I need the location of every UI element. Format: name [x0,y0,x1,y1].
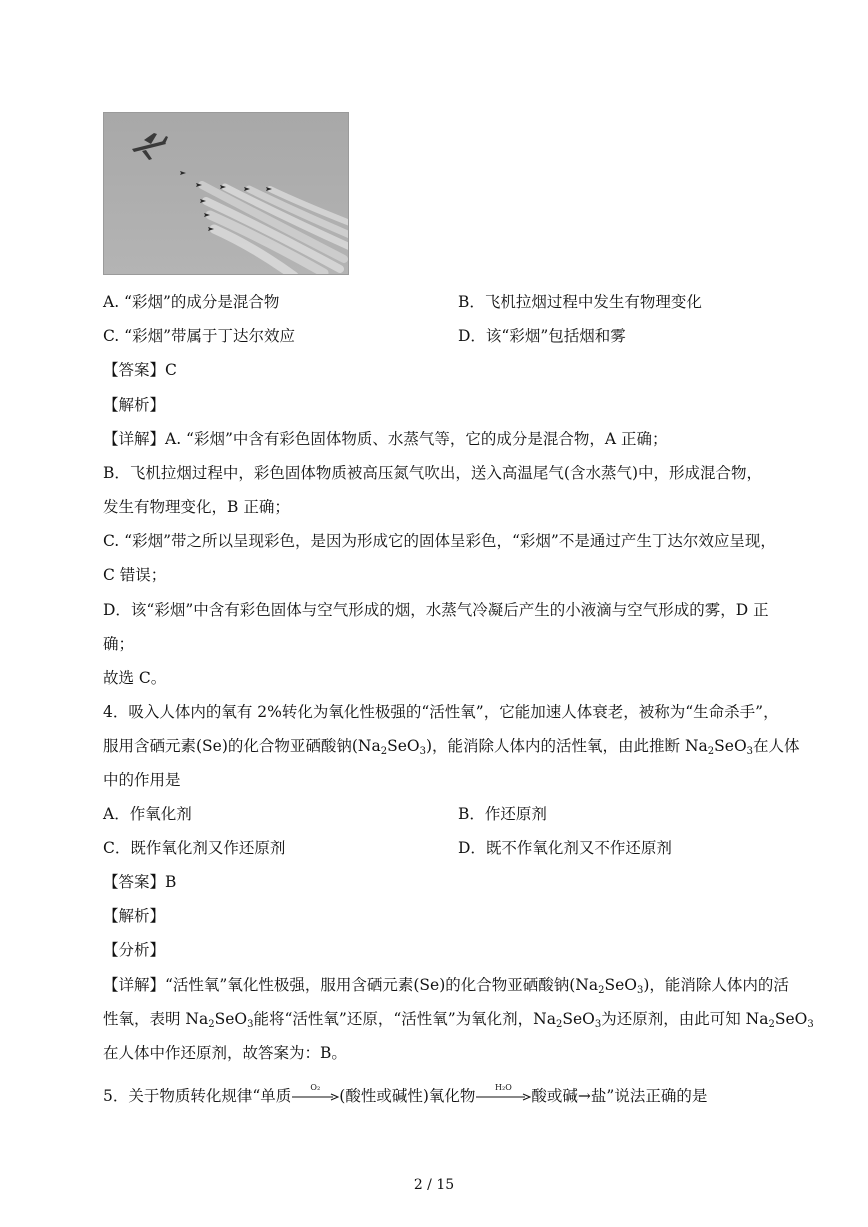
q4-fenxi-label: 【分析】 [103,941,166,959]
q4-detail-line2: 性氧，表明 $Na_2SeO_3$能将“活性氧”还原，“活性氧”为氧化剂，$Na_2SeO_3$为还原剂，由此可知 $Na_2SeO_3$ [103,1010,814,1030]
q3-detail-line: 【详解】A. “彩烟”中含有彩色固体物质、水蒸气等，它的成分是混合物，A 正确； [103,430,668,448]
q3-detail-line: 发生有物理变化，B 正确； [103,498,290,516]
q3-detail-line: B．飞机拉烟过程中，彩色固体物质被高压氮气吹出，送入高温尾气(含水蒸气)中，形成混合物， [103,464,762,482]
q4-stem-line3: 中的作用是 [103,771,181,789]
q3-detail-line: C 错误； [103,566,167,584]
q3-answer: 【答案】C [103,361,177,379]
q3-option-c: C. “彩烟”带属于丁达尔效应 [103,327,296,345]
q4-analysis-label: 【解析】 [103,907,166,925]
page-number: 2 / 15 [413,1177,455,1193]
q3-option-b: B．飞机拉烟过程中发生有物理变化 [458,293,702,311]
q3-detail-line: 确； [103,635,135,653]
q4-option-d: D．既不作氧化剂又不作还原剂 [458,839,672,857]
q4-detail-line3: 在人体中作还原剂，故答案为：B。 [103,1044,347,1062]
q3-analysis-label: 【解析】 [103,396,166,414]
reaction-arrow-o2: O₂ [291,1086,339,1106]
q3-option-a: A. “彩烟”的成分是混合物 [103,293,280,311]
q4-answer: 【答案】B [103,873,177,891]
reaction-arrow-h2o: H₂O [475,1086,531,1106]
q4-option-a: A．作氧化剂 [103,805,192,823]
q4-stem-line1: 4．吸入人体内的氧有 2%转化为氧化性极强的“活性氧”，它能加速人体衰老，被称为“生命杀手”， [103,703,779,721]
q3-detail-line: C. “彩烟”带之所以呈现彩色，是因为形成它的固体呈彩色，“彩烟”不是通过产生丁达尔效应呈现， [103,532,776,550]
q3-detail-line: 故选 C。 [103,669,167,687]
q4-option-b: B．作还原剂 [458,805,547,823]
q4-option-c: C．既作氧化剂又作还原剂 [103,839,286,857]
q4-stem-line2: 服用含硒元素(Se)的化合物亚硒酸钠$(Na_2SeO_3)$，能消除人体内的活性氧，由此推断 $Na_2SeO_3$在人体 [103,737,800,757]
q5-stem: 5．关于物质转化规律“单质 O₂ (酸性或碱性)氧化物 H₂O 酸或碱→盐”说法正确的是 [103,1083,708,1105]
q3-detail-line: D．该“彩烟”中含有彩色固体与空气形成的烟，水蒸气冷凝后产生的小液滴与空气形成的雾，D 正 [103,601,769,619]
q4-detail-line1: 【详解】“活性氧”氧化性极强，服用含硒元素(Se)的化合物亚硒酸钠$(Na_2SeO_3)$，能消除人体内的活 [103,976,789,996]
q3-option-d: D．该“彩烟”包括烟和雾 [458,327,626,345]
airshow-photo [103,112,349,275]
